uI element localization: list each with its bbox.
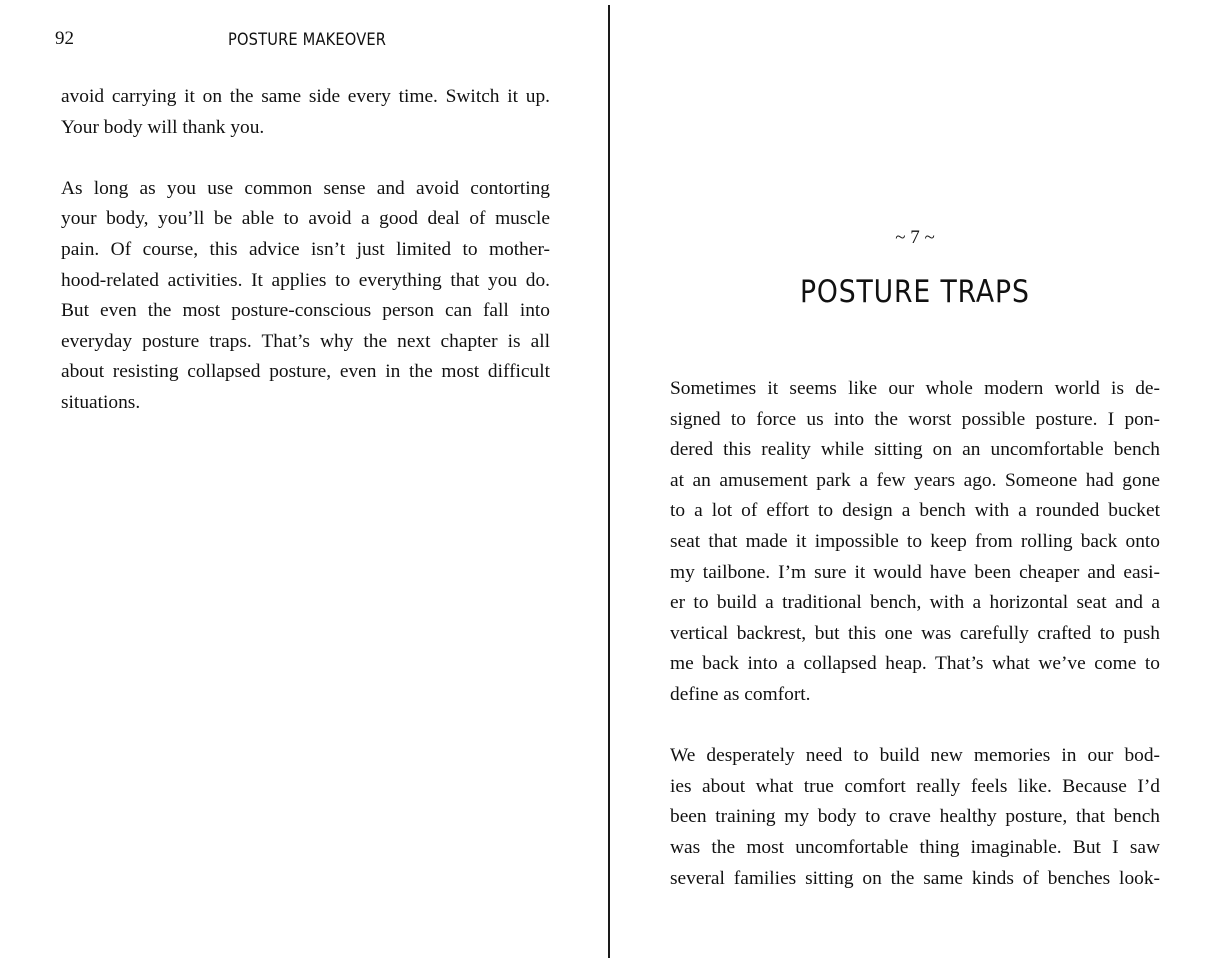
page-number: 92 [55, 28, 74, 49]
paragraph [670, 741, 1160, 894]
body-text [670, 374, 1160, 925]
body-text [61, 82, 550, 449]
text-line: my tailbone. I’m sure it would have been cheaper and easi- [670, 561, 1160, 583]
text-line: pain. Of course, this advice isn’t just limited to mother- [61, 238, 550, 260]
paragraph [670, 374, 1160, 711]
text-line: seat that made it impossible to keep from rolling back onto [670, 530, 1160, 552]
text-line: Your body will thank you. [61, 116, 265, 138]
text-line: to a lot of effort to design a bench with a rounded bucket [670, 500, 1160, 522]
text-line: several families sitting on the same kinds of benches look- [670, 867, 1160, 889]
right-page [611, 0, 1217, 958]
text-line: vertical backrest, but this one was carefully crafted to push [670, 622, 1160, 644]
chapter-title: POSTURE TRAPS [799, 274, 1030, 310]
text-line: hood-related activities. It applies to everything that you do. [61, 269, 550, 291]
text-line: er to build a traditional bench, with a horizontal seat and a [670, 592, 1160, 614]
page-gutter-divider [608, 5, 610, 958]
text-line: ies about what true comfort really feels like. Because I’d [670, 775, 1160, 797]
chapter-number: ~ 7 ~ [895, 227, 935, 248]
text-line: As long as you use common sense and avoid contorting [61, 177, 550, 199]
paragraph [61, 174, 550, 419]
paragraph [61, 82, 550, 143]
text-line: We desperately need to build new memories in our bod- [670, 745, 1160, 767]
text-line: everyday posture traps. That’s why the next chapter is all [61, 330, 550, 352]
text-line: signed to force us into the worst possible posture. I pon- [670, 408, 1160, 430]
text-line: was the most uncomfortable thing imaginable. But I saw [670, 836, 1160, 858]
text-line: situations. [61, 391, 141, 413]
text-line: But even the most posture-conscious person can fall into [61, 300, 550, 322]
text-line: dered this reality while sitting on an uncomfortable bench [670, 439, 1160, 461]
text-line: about resisting collapsed posture, even in the most difficult [61, 361, 550, 383]
running-head [0, 27, 609, 53]
text-line: avoid carrying it on the same side every time. Switch it up. [61, 86, 550, 107]
text-line: at an amusement park a few years ago. Someone had gone [670, 469, 1160, 491]
text-line: define as comfort. [670, 683, 811, 705]
text-line: me back into a collapsed heap. That’s what we’ve come to [670, 653, 1160, 675]
running-head-title: POSTURE MAKEOVER [228, 30, 387, 50]
text-line: your body, you’ll be able to avoid a good deal of muscle [61, 208, 550, 230]
text-line: been training my body to crave healthy posture, that bench [670, 806, 1160, 828]
text-line: Sometimes it seems like our whole modern world is de- [670, 378, 1160, 399]
